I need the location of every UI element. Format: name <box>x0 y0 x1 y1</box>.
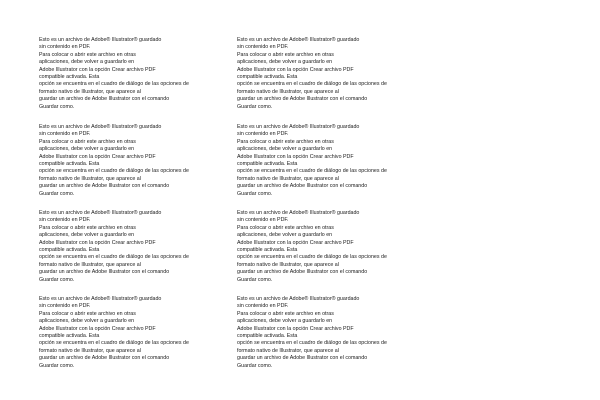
notice-line: compatible activada. Esta <box>39 74 100 81</box>
notice-line: Para colocar o abrir este archivo en otras <box>39 51 136 58</box>
notice-line: Guardar como. <box>39 190 75 197</box>
notice-line: compatible activada. Esta <box>39 333 100 340</box>
pdf-notice-block <box>237 210 437 284</box>
notice-line: opción se encuentra en el cuadro de diálogo de las opciones de <box>39 168 189 175</box>
notice-line: Guardar como. <box>39 362 75 369</box>
notice-line: Adobe Illustrator con la opción Crear archivo PDF <box>39 153 156 160</box>
notice-line: Esto es un archivo de Adobe® Illustrator® guardado <box>39 37 162 43</box>
notice-line: Guardar como. <box>237 190 273 197</box>
pdf-notice-block <box>39 37 239 111</box>
notice-line: guardar un archivo de Adobe Illustrator con el comando <box>39 96 170 103</box>
notice-line: Adobe Illustrator con la opción Crear archivo PDF <box>39 66 156 73</box>
notice-line: Guardar como. <box>237 103 273 110</box>
notice-line: compatible activada. Esta <box>237 74 298 81</box>
notice-line: Esto es un archivo de Adobe® Illustrator® guardado <box>237 124 360 130</box>
notice-line: guardar un archivo de Adobe Illustrator con el comando <box>237 183 368 190</box>
notice-line: Esto es un archivo de Adobe® Illustrator® guardado <box>39 296 162 302</box>
notice-line: Adobe Illustrator con la opción Crear archivo PDF <box>237 66 354 73</box>
notice-line: aplicaciones, debe volver a guardarlo en <box>39 318 135 325</box>
notice-line: sin contenido en PDF. <box>237 217 289 224</box>
notice-line: formato nativo de Illustrator, que aparece al <box>237 347 339 354</box>
notice-line: Guardar como. <box>237 362 273 369</box>
notice-line: opción se encuentra en el cuadro de diálogo de las opciones de <box>237 254 387 261</box>
notice-line: compatible activada. Esta <box>237 247 298 254</box>
notice-line: Para colocar o abrir este archivo en otras <box>237 310 334 317</box>
notice-line: Adobe Illustrator con la opción Crear archivo PDF <box>39 325 156 332</box>
notice-line: opción se encuentra en el cuadro de diálogo de las opciones de <box>237 340 387 347</box>
notice-line: aplicaciones, debe volver a guardarlo en <box>39 232 135 239</box>
notice-line: guardar un archivo de Adobe Illustrator con el comando <box>237 96 368 103</box>
notice-line: formato nativo de Illustrator, que aparece al <box>39 347 141 354</box>
pdf-notice-block <box>237 124 437 198</box>
notice-line: Adobe Illustrator con la opción Crear archivo PDF <box>237 325 354 332</box>
notice-line: opción se encuentra en el cuadro de diálogo de las opciones de <box>237 168 387 175</box>
pdf-notice-block <box>39 124 239 198</box>
notice-line: opción se encuentra en el cuadro de diálogo de las opciones de <box>39 254 189 261</box>
notice-line: guardar un archivo de Adobe Illustrator con el comando <box>39 183 170 190</box>
notice-line: Para colocar o abrir este archivo en otras <box>39 310 136 317</box>
notice-line: Guardar como. <box>39 276 75 283</box>
notice-line: sin contenido en PDF. <box>39 303 91 310</box>
notice-line: aplicaciones, debe volver a guardarlo en <box>237 146 333 153</box>
notice-line: Adobe Illustrator con la opción Crear archivo PDF <box>39 239 156 246</box>
notice-line: formato nativo de Illustrator, que aparece al <box>237 175 339 182</box>
notice-line: sin contenido en PDF. <box>39 131 91 138</box>
notice-line: compatible activada. Esta <box>237 333 298 340</box>
notice-line: formato nativo de Illustrator, que aparece al <box>39 261 141 268</box>
notice-line: guardar un archivo de Adobe Illustrator con el comando <box>39 355 170 362</box>
notice-line: sin contenido en PDF. <box>39 217 91 224</box>
notice-line: sin contenido en PDF. <box>237 303 289 310</box>
notice-line: sin contenido en PDF. <box>237 131 289 138</box>
notice-line: Esto es un archivo de Adobe® Illustrator® guardado <box>237 296 360 302</box>
notice-line: opción se encuentra en el cuadro de diálogo de las opciones de <box>39 81 189 88</box>
pdf-notice-block <box>39 210 239 284</box>
notice-line: compatible activada. Esta <box>39 161 100 168</box>
notice-line: compatible activada. Esta <box>237 161 298 168</box>
notice-line: Guardar como. <box>39 103 75 110</box>
notice-line: guardar un archivo de Adobe Illustrator con el comando <box>237 355 368 362</box>
notice-line: aplicaciones, debe volver a guardarlo en <box>237 232 333 239</box>
notice-line: Adobe Illustrator con la opción Crear archivo PDF <box>237 239 354 246</box>
notice-line: aplicaciones, debe volver a guardarlo en <box>237 318 333 325</box>
notice-line: formato nativo de Illustrator, que aparece al <box>237 261 339 268</box>
notice-line: aplicaciones, debe volver a guardarlo en <box>237 59 333 66</box>
pdf-notice-block <box>39 296 239 370</box>
notice-line: Para colocar o abrir este archivo en otras <box>237 51 334 58</box>
notice-line: aplicaciones, debe volver a guardarlo en <box>39 59 135 66</box>
notice-line: Adobe Illustrator con la opción Crear archivo PDF <box>237 153 354 160</box>
notice-line: Para colocar o abrir este archivo en otras <box>237 138 334 145</box>
notice-line: formato nativo de Illustrator, que aparece al <box>39 175 141 182</box>
notice-line: Guardar como. <box>237 276 273 283</box>
notice-line: Esto es un archivo de Adobe® Illustrator® guardado <box>39 124 162 130</box>
notice-line: Esto es un archivo de Adobe® Illustrator® guardado <box>237 210 360 216</box>
notice-line: Esto es un archivo de Adobe® Illustrator® guardado <box>237 37 360 43</box>
notice-line: formato nativo de Illustrator, que aparece al <box>237 88 339 95</box>
notice-line: formato nativo de Illustrator, que aparece al <box>39 88 141 95</box>
notice-line: opción se encuentra en el cuadro de diálogo de las opciones de <box>237 81 387 88</box>
notice-line: guardar un archivo de Adobe Illustrator con el comando <box>237 269 368 276</box>
notice-line: Para colocar o abrir este archivo en otras <box>237 224 334 231</box>
notice-line: sin contenido en PDF. <box>237 44 289 51</box>
notice-line: opción se encuentra en el cuadro de diálogo de las opciones de <box>39 340 189 347</box>
notice-line: aplicaciones, debe volver a guardarlo en <box>39 146 135 153</box>
notice-line: guardar un archivo de Adobe Illustrator con el comando <box>39 269 170 276</box>
pdf-notice-block <box>237 296 437 370</box>
notice-line: sin contenido en PDF. <box>39 44 91 51</box>
notice-line: compatible activada. Esta <box>39 247 100 254</box>
notice-line: Para colocar o abrir este archivo en otras <box>39 224 136 231</box>
pdf-notice-block <box>237 37 437 111</box>
notice-line: Esto es un archivo de Adobe® Illustrator® guardado <box>39 210 162 216</box>
notice-line: Para colocar o abrir este archivo en otras <box>39 138 136 145</box>
